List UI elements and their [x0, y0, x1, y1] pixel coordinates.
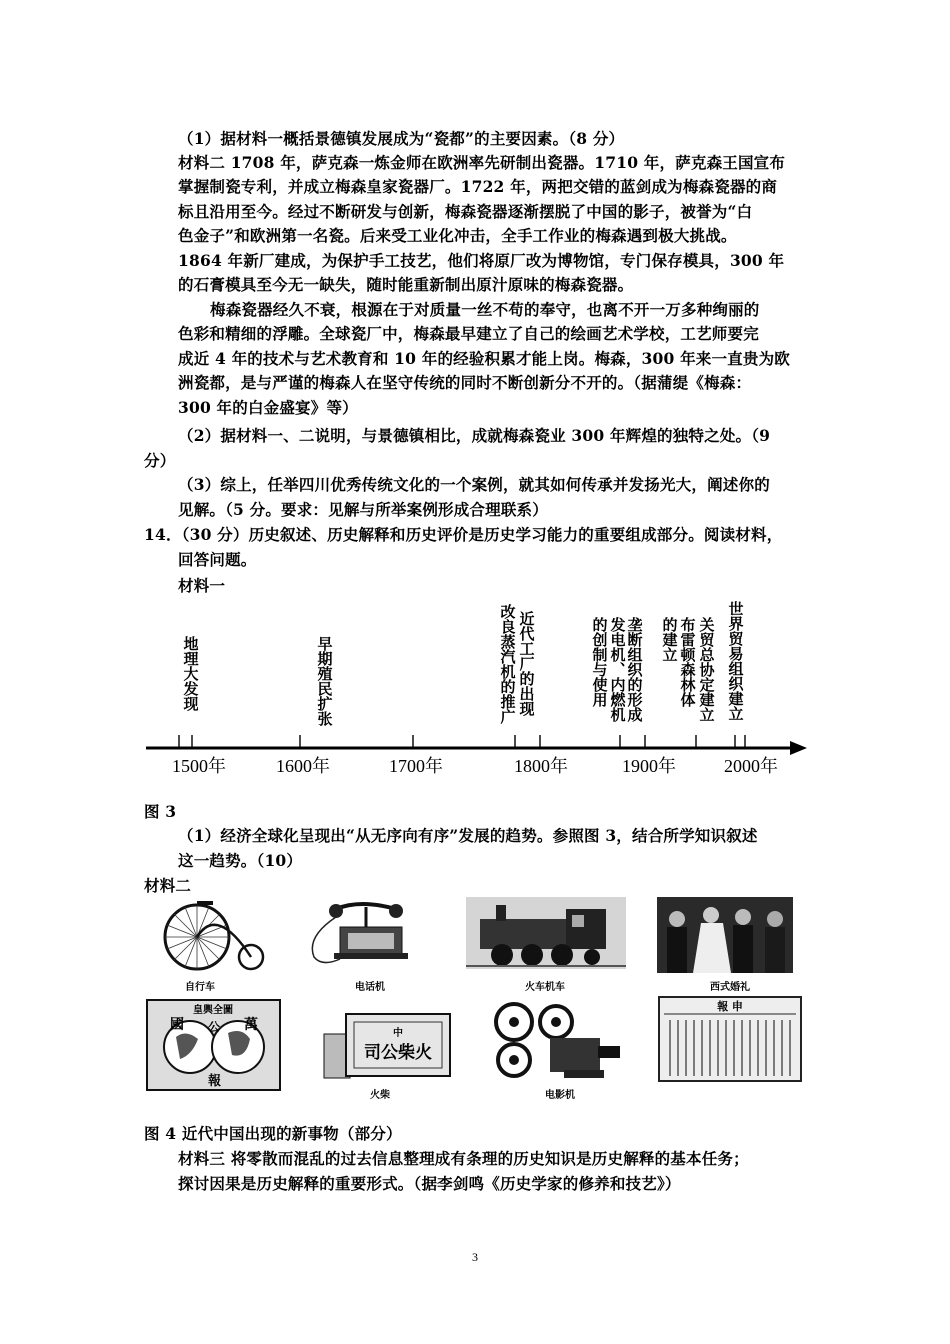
page-number: 3: [472, 1250, 478, 1264]
timeline-event: 近代工厂的出现: [517, 611, 536, 716]
timeline-event: 世界贸易组织建立: [726, 601, 745, 721]
map-title-text: 皇輿全圖: [193, 1005, 233, 1016]
newspaper-map-image: [146, 999, 281, 1091]
bicycle-image: [157, 895, 267, 975]
telephone-image: [300, 897, 436, 967]
figure-3-label: 图 3: [144, 802, 177, 821]
material-2-title: 材料二: [144, 876, 192, 895]
matchbox-image: [318, 1010, 456, 1082]
caption-bicycle: 自行车: [185, 982, 215, 993]
shenbao-newspaper-image: [658, 996, 802, 1082]
caption-film-projector: 电影机: [545, 1090, 575, 1101]
timeline-event: 布雷顿森林体: [678, 617, 697, 707]
film-projector-image: [484, 1000, 628, 1082]
caption-matches: 火柴: [370, 1090, 390, 1101]
timeline-event: 早期殖民扩张: [315, 636, 334, 726]
material-2-line: 梅森瓷器经久不衰，根源在于对质量一丝不苟的奉守，也离不开一万多种绚丽的: [210, 300, 760, 319]
question-13-1: （1）据材料一概括景德镇发展成为“瓷都”的主要因素。（8 分）: [178, 129, 625, 148]
timeline-event: 的建立: [660, 617, 679, 662]
matchbox-top-text: 中: [393, 1028, 403, 1039]
western-wedding-image: [657, 897, 793, 973]
question-13-2: 分）: [144, 451, 176, 470]
caption-wedding: 西式婚礼: [710, 982, 750, 993]
material-3-line: 探讨因果是历史解释的重要形式。（据李剑鸣《历史学家的修养和技艺》）: [178, 1174, 681, 1193]
material-2-line: 色彩和精细的浮雕。全球瓷厂中，梅森最早建立了自己的绘画艺术学校，工艺师要完: [178, 324, 759, 343]
figure-4-caption: 图 4 近代中国出现的新事物（部分）: [144, 1124, 402, 1143]
material-2-line: 标且沿用至今。经过不断研发与创新，梅森瓷器逐渐摆脱了中国的影子，被誉为“白: [178, 202, 753, 221]
map-mid-text: 公: [208, 1020, 221, 1034]
question-14-1: （1）经济全球化呈现出“从无序向有序”发展的趋势。参照图 3，结合所学知识叙述: [178, 826, 758, 845]
timeline-year: 1800年: [514, 756, 568, 776]
material-2-line: 成近 4 年的技术与艺术教育和 10 年的经验积累才能上岗。梅森，300 年来一直贵为欧: [178, 349, 790, 368]
timeline-arrow: [790, 741, 807, 755]
timeline-event: 垄断组织的形成: [625, 617, 644, 722]
material-2-line: 1864 年新厂建成，为保护手工技艺，他们将原厂改为博物馆，专门保存模具，300 年: [178, 251, 785, 270]
timeline-year: 2000年: [724, 756, 778, 776]
timeline-year: 1500年: [172, 756, 226, 776]
timeline-year: 1700年: [389, 756, 443, 776]
material-2-line: 色金子”和欧洲第一名瓷。后来受工业化冲击，全手工作业的梅森遇到极大挑战。: [178, 226, 737, 245]
material-1-title: 材料一: [178, 576, 226, 595]
map-left-text: 國: [170, 1017, 184, 1033]
map-bottom-text: 報: [208, 1074, 222, 1089]
material-2-line: 300 年的白金盛宴》等）: [178, 398, 358, 417]
material-2-line: 掌握制瓷专利，并成立梅森皇家瓷器厂。1722 年，两把交错的蓝剑成为梅森瓷器的商: [178, 177, 778, 196]
timeline-event: 关贸总协定建立: [697, 617, 716, 722]
question-14-intro: 14．（30 分）历史叙述、历史解释和历史评价是历史学习能力的重要组成部分。阅读材料，: [144, 525, 783, 544]
timeline-year: 1900年: [622, 756, 676, 776]
timeline-event: 改良蒸汽机的推广: [498, 604, 517, 724]
question-13-3: （3）综上，任举四川优秀传统文化的一个案例，就其如何传承并发扬光大，阐述你的: [178, 475, 770, 494]
matchbox-text: 司公柴火: [364, 1043, 432, 1063]
material-2-line: 的石膏模具至今无一缺失，随时能重新制出原汁原味的梅森瓷器。: [178, 275, 634, 294]
timeline-event: 的创制与使用: [590, 617, 609, 707]
newspaper-title-text: 報 申: [717, 1000, 743, 1013]
question-13-2: （2）据材料一、二说明，与景德镇相比，成就梅森瓷业 300 年辉煌的独特之处。（9: [178, 426, 771, 445]
map-right-text: 萬: [244, 1017, 258, 1033]
question-14-1: 这一趋势。（10）: [178, 851, 303, 870]
timeline-event: 发电机、内燃机: [608, 617, 627, 722]
material-2-line: 材料二 1708 年，萨克森一炼金师在欧洲率先研制出瓷器。1710 年，萨克森王国宣布: [178, 153, 786, 172]
timeline-year: 1600年: [276, 756, 330, 776]
caption-locomotive: 火车机车: [525, 982, 565, 993]
material-3-line: 材料三 将零散而混乱的过去信息整理成有条理的历史知识是历史解释的基本任务；: [178, 1149, 749, 1168]
locomotive-image: [466, 897, 626, 969]
question-14-intro: 回答问题。: [178, 550, 257, 569]
caption-telephone: 电话机: [355, 982, 385, 993]
question-13-3: 见解。（5 分。要求：见解与所举案例形成合理联系）: [178, 500, 548, 519]
material-2-line: 洲瓷都，是与严谨的梅森人在坚守传统的同时不断创新分不开的。（据蒲缇《梅森：: [178, 373, 752, 392]
timeline-event: 地理大发现: [181, 636, 200, 711]
